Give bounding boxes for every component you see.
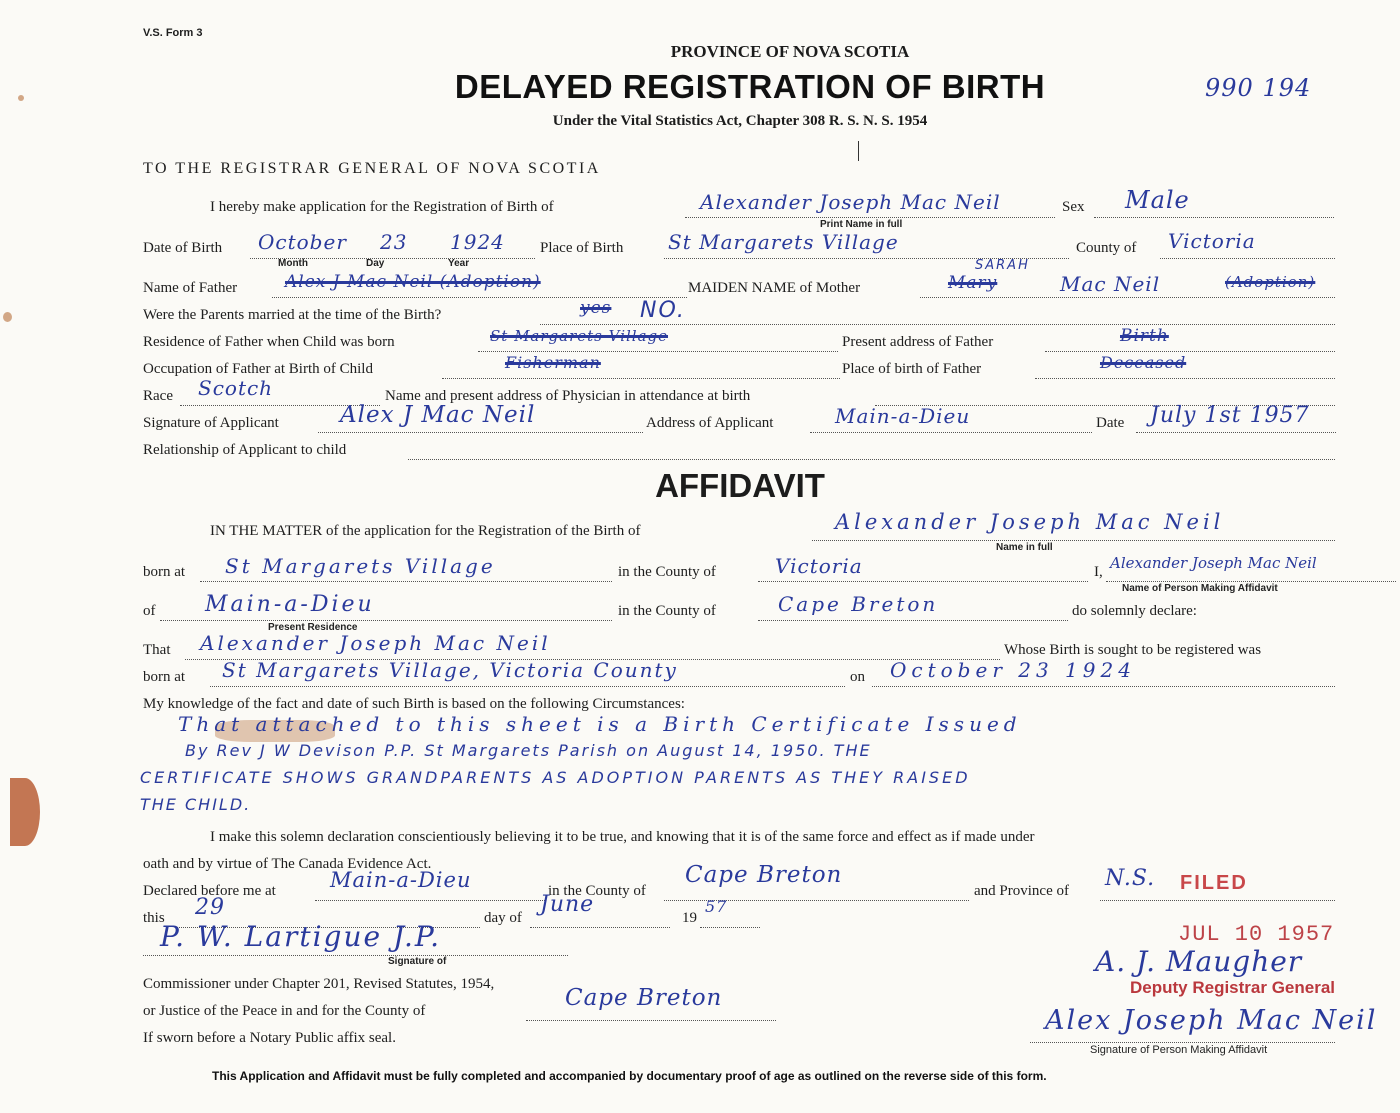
paper-stain bbox=[3, 312, 12, 322]
father-birthplace-struck: Deceased bbox=[1100, 353, 1187, 372]
notary-label: If sworn before a Notary Public affix seal. bbox=[143, 1030, 396, 1046]
stamp-date: JUL 10 1957 bbox=[1178, 922, 1335, 947]
underline bbox=[526, 1020, 776, 1021]
divider bbox=[858, 141, 860, 161]
underline bbox=[1094, 217, 1334, 218]
child-name: Alexander Joseph Mac Neil bbox=[700, 190, 1001, 214]
underline bbox=[318, 432, 643, 433]
affidavit-heading: AFFIDAVIT bbox=[655, 467, 825, 504]
declare-label: do solemnly declare: bbox=[1072, 603, 1197, 619]
underline bbox=[920, 297, 1335, 298]
year-value: 57 bbox=[705, 897, 728, 916]
underline bbox=[530, 927, 670, 928]
address-label: Address of Applicant bbox=[646, 415, 774, 431]
mother-name: Mac Neil bbox=[1060, 272, 1161, 296]
residence-father-label: Residence of Father when Child was born bbox=[143, 334, 395, 350]
place-label: Place of Birth bbox=[540, 240, 624, 256]
occupation-label: Occupation of Father at Birth of Child bbox=[143, 361, 373, 377]
province-label: and Province of bbox=[974, 883, 1069, 899]
day-value: 29 bbox=[195, 895, 225, 920]
commissioner-label: Commissioner under Chapter 201, Revised Statutes, 1954, bbox=[143, 976, 495, 992]
commissioner-signature: P. W. Lartigue J.P. bbox=[160, 920, 441, 953]
year-prefix: 19 bbox=[682, 910, 697, 926]
act-subtitle: Under the Vital Statistics Act, Chapter 308 R. S. N. S. 1954 bbox=[552, 113, 928, 129]
underline bbox=[872, 686, 1335, 687]
born-county: Victoria bbox=[775, 554, 863, 578]
present-address-father-label: Present address of Father bbox=[842, 334, 994, 350]
father-birthplace-label: Place of birth of Father bbox=[842, 361, 982, 377]
residence-hint: Present Residence bbox=[268, 622, 358, 633]
underline bbox=[1106, 581, 1396, 582]
in-county-label-2: in the County of bbox=[618, 603, 716, 619]
mother-first-inserted: SARAH bbox=[975, 258, 1030, 273]
married-value: NO. bbox=[640, 298, 686, 323]
on-label: on bbox=[850, 669, 865, 685]
underline bbox=[810, 432, 1092, 433]
day-of-label: day of bbox=[484, 910, 522, 926]
present-address-father-struck: Birth bbox=[1120, 326, 1169, 346]
day-hint: Day bbox=[366, 258, 385, 269]
born-at-value: St Margarets Village bbox=[225, 554, 496, 578]
declared-label: Declared before me at bbox=[143, 883, 276, 899]
county-label: County of bbox=[1076, 240, 1137, 256]
born-at-label: born at bbox=[143, 564, 186, 580]
date-label: Date bbox=[1096, 415, 1125, 431]
whose-birth-label: Whose Birth is sought to be registered was bbox=[1004, 642, 1262, 658]
punch-hole-stain bbox=[10, 778, 40, 846]
circumstance-line-1: That attached to this sheet is a Birth Certificate Issued bbox=[178, 712, 1022, 736]
underline bbox=[478, 351, 838, 352]
underline bbox=[442, 378, 840, 379]
father-label: Name of Father bbox=[143, 280, 238, 296]
deponent-signature-hint: Signature of Person Making Affidavit bbox=[1090, 1044, 1268, 1056]
county-value: Victoria bbox=[1168, 229, 1256, 253]
page-title: DELAYED REGISTRATION OF BIRTH bbox=[454, 68, 1046, 105]
declared-at: Main-a-Dieu bbox=[330, 868, 472, 892]
residence-value: Main-a-Dieu bbox=[205, 592, 375, 617]
knowledge-label: My knowledge of the fact and date of such Birth is based on the following Circumstances: bbox=[143, 696, 685, 712]
underline bbox=[1136, 432, 1336, 433]
underline bbox=[272, 297, 687, 298]
month-value: June bbox=[540, 892, 595, 917]
underline bbox=[758, 620, 1068, 621]
of-label: of bbox=[143, 603, 156, 619]
addressee: TO THE REGISTRAR GENERAL OF NOVA SCOTIA bbox=[143, 160, 601, 177]
underline bbox=[685, 217, 1055, 218]
filed-stamp: FILED bbox=[1180, 872, 1248, 894]
born-place-full: St Margarets Village, Victoria County bbox=[222, 658, 678, 682]
underline bbox=[1045, 351, 1335, 352]
deponent-name: Alexander Joseph Mac Neil bbox=[1110, 554, 1317, 572]
print-name-hint: Print Name in full bbox=[820, 219, 903, 230]
father-name-struck: Alex J Mac Neil (Adoption) bbox=[285, 272, 541, 292]
applicant-address: Main-a-Dieu bbox=[835, 404, 971, 428]
in-county-label: in the County of bbox=[618, 564, 716, 580]
that-name: Alexander Joseph Mac Neil bbox=[200, 631, 551, 655]
underline bbox=[540, 324, 1335, 325]
circumstance-line-4: THE CHILD. bbox=[140, 795, 252, 814]
married-struck: yes bbox=[580, 298, 612, 318]
dob-year: 1924 bbox=[450, 230, 505, 254]
occupation-struck: Fisherman bbox=[505, 353, 601, 372]
circumstance-line-3: CERTIFICATE SHOWS GRANDPARENTS AS ADOPTION PARENTS AS THEY RAISED bbox=[140, 768, 971, 787]
province-value: N.S. bbox=[1105, 866, 1156, 891]
mother-name-struck: Mary bbox=[948, 273, 998, 293]
declared-county: Cape Breton bbox=[685, 862, 843, 888]
residence-county: Cape Breton bbox=[778, 592, 939, 616]
apply-label: I hereby make application for the Registration of Birth of bbox=[210, 199, 554, 215]
signature-of-hint: Signature of bbox=[388, 956, 447, 967]
jp-label: or Justice of the Peace in and for the County of bbox=[143, 1003, 426, 1019]
underline bbox=[160, 620, 612, 621]
month-hint: Month bbox=[278, 258, 308, 269]
underline bbox=[200, 581, 612, 582]
name-in-full-hint: Name in full bbox=[996, 542, 1053, 553]
race-value: Scotch bbox=[198, 376, 274, 400]
dob-label: Date of Birth bbox=[143, 240, 223, 256]
underline bbox=[143, 955, 568, 956]
footer-note: This Application and Affidavit must be fully completed and accompanied by documentary proof of age as outlined on the reverse side of this form. bbox=[212, 1069, 1047, 1083]
place-of-birth: St Margarets Village bbox=[668, 230, 899, 254]
solemn-line-2: oath and by virtue of The Canada Evidence Act. bbox=[143, 856, 432, 872]
application-date: July 1st 1957 bbox=[1150, 403, 1310, 428]
dob-day: 23 bbox=[380, 230, 408, 254]
underline bbox=[408, 459, 1335, 460]
born-date: October 23 1924 bbox=[890, 658, 1136, 682]
residence-father-struck: St Margarets Village bbox=[490, 327, 669, 345]
sex-label: Sex bbox=[1062, 199, 1085, 215]
deponent-signature: Alex Joseph Mac Neil bbox=[1045, 1005, 1378, 1036]
married-label: Were the Parents married at the time of the Birth? bbox=[143, 307, 442, 323]
form-number: V.S. Form 3 bbox=[143, 27, 203, 39]
declared-county-label: in the County of bbox=[548, 883, 646, 899]
solemn-line-1: I make this solemn declaration conscientiously believing it to be true, and knowing that it is of the same force and effect as if made under bbox=[210, 829, 1035, 845]
applicant-signature: Alex J Mac Neil bbox=[340, 402, 536, 428]
matter-label: IN THE MATTER of the application for the Registration of the Birth of bbox=[210, 523, 641, 539]
underline bbox=[210, 686, 845, 687]
mother-note-struck: (Adoption) bbox=[1225, 273, 1316, 291]
relationship-label: Relationship of Applicant to child bbox=[143, 442, 347, 458]
dob-month: October bbox=[258, 230, 347, 254]
matter-name: Alexander Joseph Mac Neil bbox=[835, 510, 1225, 534]
jp-county: Cape Breton bbox=[565, 985, 723, 1011]
registrar-signature: A. J. Maugher bbox=[1095, 945, 1303, 978]
underline bbox=[1035, 378, 1335, 379]
year-hint: Year bbox=[448, 258, 470, 269]
sex-value: Male bbox=[1125, 186, 1190, 214]
race-label: Race bbox=[143, 388, 173, 404]
deputy-registrar-stamp: Deputy Registrar General bbox=[1130, 978, 1336, 997]
underline bbox=[315, 900, 545, 901]
physician-label: Name and present address of Physician in attendance at birth bbox=[385, 388, 751, 404]
underline bbox=[1030, 1042, 1335, 1043]
underline bbox=[700, 927, 760, 928]
underline bbox=[812, 540, 1335, 541]
deponent-hint: Name of Person Making Affidavit bbox=[1122, 583, 1278, 594]
signature-label: Signature of Applicant bbox=[143, 415, 279, 431]
born-at2-label: born at bbox=[143, 669, 186, 685]
mother-label: MAIDEN NAME of Mother bbox=[688, 280, 861, 296]
file-number: 990 194 bbox=[1205, 74, 1312, 102]
this-label: this bbox=[143, 910, 165, 926]
i-label: I, bbox=[1094, 564, 1103, 580]
province-heading: PROVINCE OF NOVA SCOTIA bbox=[670, 42, 910, 61]
underline bbox=[758, 581, 1088, 582]
underline bbox=[1160, 258, 1335, 259]
circumstance-line-2: By Rev J W Devison P.P. St Margarets Parish on August 14, 1950. THE bbox=[185, 741, 872, 760]
underline bbox=[1100, 900, 1335, 901]
that-label: That bbox=[143, 642, 171, 658]
